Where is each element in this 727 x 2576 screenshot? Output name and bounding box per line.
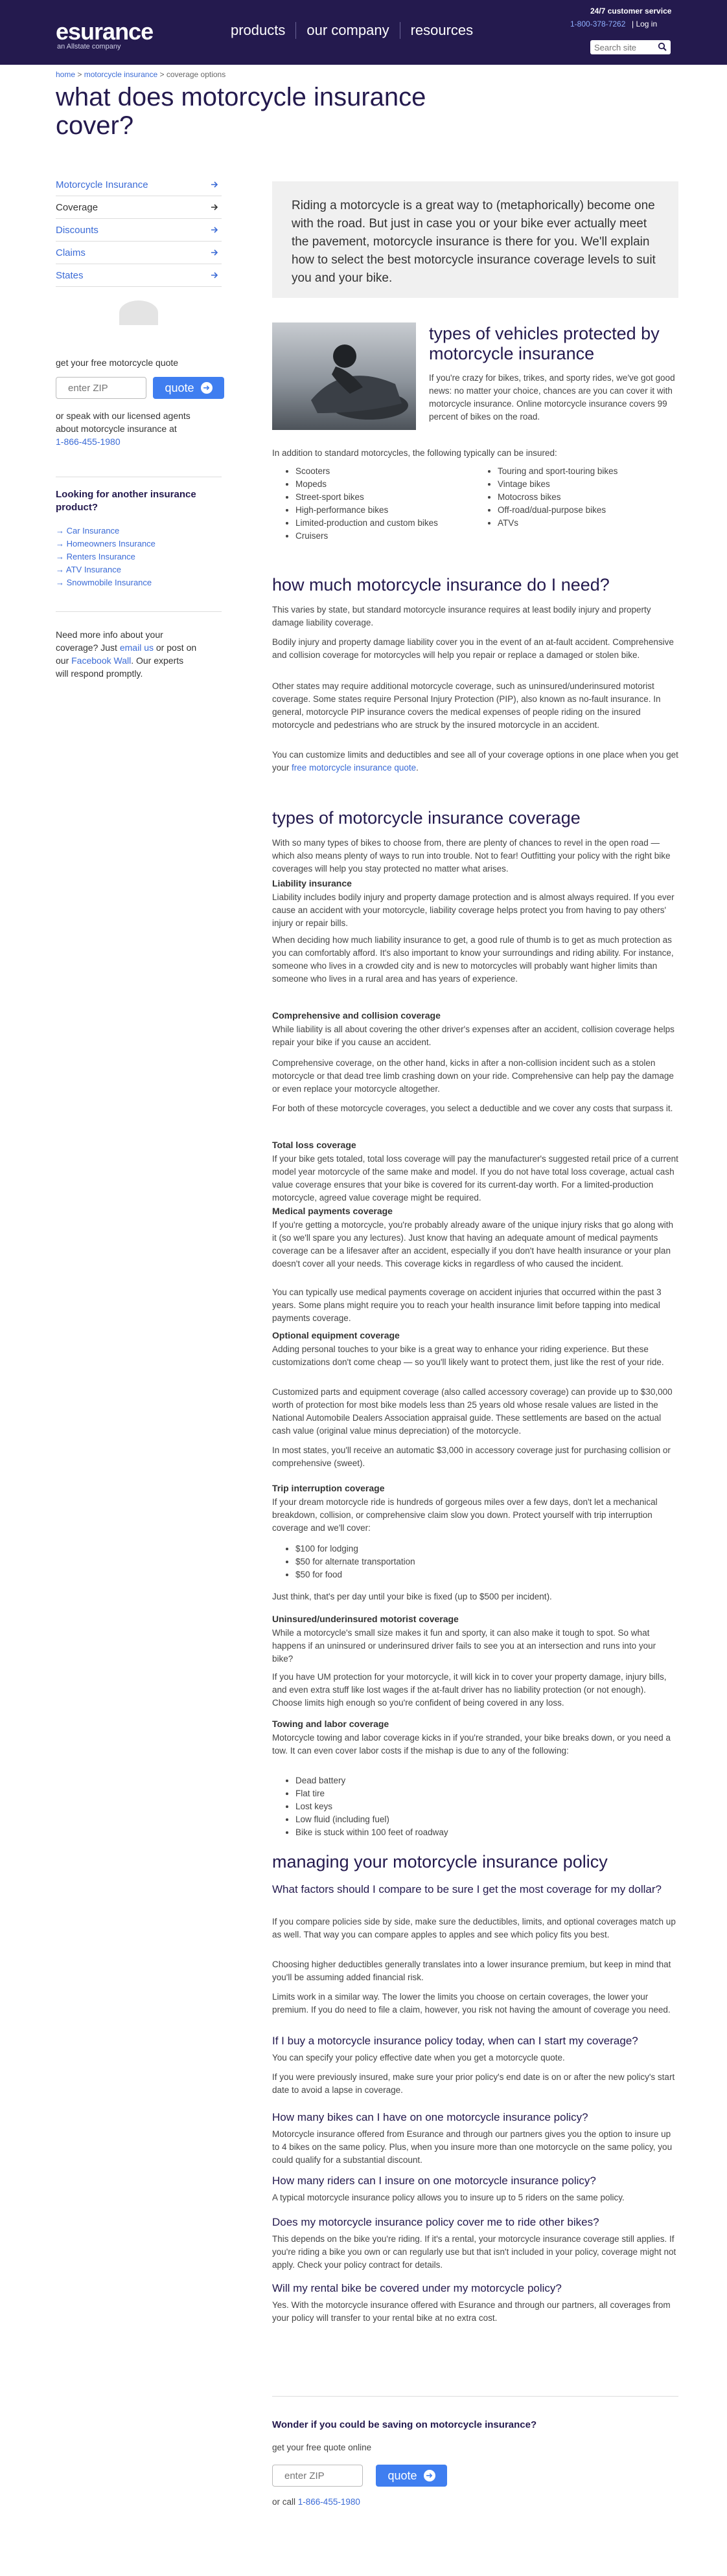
list-item: • Vintage bikes [498,478,686,491]
comp-p2: Comprehensive coverage, on the other hand, kicks in after a non-collision incident such as a stolen motorcycle or that dead tree limb crashing down on your ride. Comprehensive can help pay the damage or even replace your motorcycle altogether. [272,1058,674,1094]
towing-heading: Towing and labor coverage [272,1719,389,1729]
divider [272,2396,678,2397]
comp-p1: While liability is all about covering the other driver's expenses after an accident, collision coverage helps repair your bike if you cause an accident. [272,1024,675,1047]
arrow-right-icon: ➜ [201,382,213,394]
another-product-title: Looking for another insurance product? [56,489,196,513]
more-info-text: Need more info about your coverage? Just email us or post on our Facebook Wall. Our experts will respond promptly. [56,629,197,679]
esurance-logo[interactable]: esurance [56,18,154,45]
list-item: • Limited-production and custom bikes [295,517,490,530]
list-item: • Low fluid (including fuel) [295,1813,684,1826]
faq-q5-p: This depends on the bike you're riding. If it's a rental, your motorcycle insurance coverage still applies. If you're riding a bike you own or can regularly use but that isn't included in your policy, coverage might not apply. Check your policy contract for details. [272,2234,676,2270]
sidebar-item-label: States [56,269,84,281]
optional-p1: Adding personal touches to your bike is a great way to enhance your riding experience. But these customizations don't come cheap — so you'll likely want to protect them, just like the rest of your ride. [272,1344,664,1367]
liability-heading: Liability insurance [272,878,352,888]
medical-heading: Medical payments coverage [272,1206,393,1216]
motorcycle-icon [119,300,158,325]
list-item: • Mopeds [295,478,490,491]
vehicles-lead: In addition to standard motorcycles, the following typically can be insured: [272,448,557,458]
list-item: • Flat tire [295,1787,684,1800]
sidebar-item-label: Motorcycle Insurance [56,179,148,190]
list-item: • Scooters [295,465,490,478]
facebook-wall-link[interactable]: Facebook Wall [71,655,132,666]
liability-p1: Liability includes bodily injury and property damage protection and is almost always required. If you ever cause an accident with your motorcycle, liability coverage helps protect you from having to pay others' injury or repair bills. [272,892,675,928]
breadcrumb-section[interactable]: motorcycle insurance [84,70,158,79]
list-item: • ATVs [498,517,686,530]
zip-input[interactable] [56,377,146,399]
arrow-right-icon [210,271,219,280]
faq-q4-p: A typical motorcycle insurance policy allows you to insure up to 5 riders on the same policy. [272,2193,625,2202]
sidebar-quote-label: get your free motorcycle quote [56,357,179,368]
list-item: • $100 for lodging [295,1542,684,1555]
faq-q1-p1: If you compare policies side by side, make sure the deductibles, limits, and optional coverages match up as well. That way you can compare apples to apples and see which policy fits you best. [272,1917,676,1939]
agent-phone-link[interactable]: 1-866-455-1980 [56,436,121,447]
arrow-right-icon [210,225,219,234]
sidebar-item-label: Claims [56,247,86,258]
arrow-right-icon: ➜ [424,2470,435,2481]
list-item: • Lost keys [295,1800,684,1813]
sidebar-item-claims[interactable] [56,242,222,264]
breadcrumb [56,70,225,79]
total-loss-p: If your bike gets totaled, total loss coverage will pay the manufacturer's suggested retail price of a current model year motorcycle of the same make and model. If you do not have total loss coverage, actual cash value coverage ensures that your bike is covered for its current-day worth. For a limited-production motorcycle, agreed value coverage might be required. [272,1154,678,1203]
breadcrumb-home[interactable]: home [56,70,76,79]
sidebar-item-label: Discounts [56,224,98,236]
arrow-right-icon [210,248,219,257]
total-loss-heading: Total loss coverage [272,1140,356,1150]
list-item: • $50 for food [295,1568,684,1581]
intro-box: Riding a motorcycle is a great way to (metaphorically) become one with the road. But just in case you or your bike ever actually meet the pavement, motorcycle insurance is there for you. We'll explain how to select the best motorcycle insurance coverage levels to suit you and your bike. [272,181,678,298]
search-input[interactable] [590,40,658,54]
how-much-p2: Bodily injury and property damage liability cover you in the event of an at-fault accident. Comprehensive and collision coverage for motorcycles will help you repair or replace a damaged or stolen bike. [272,637,674,660]
sidebar-item-states[interactable] [56,264,222,287]
towing-p: Motorcycle towing and labor coverage kicks in if you're stranded, your bike breaks down, or you need a tow. It can even cover labor costs if the mishap is due to any of the following: [272,1733,671,1756]
arrow-right-icon [210,203,219,212]
faq-q1: What factors should I compare to be sure I get the most coverage for my dollar? [272,1883,662,1895]
faq-q6: Will my rental bike be covered under my motorcycle policy? [272,2282,562,2294]
list-item: • Off-road/dual-purpose bikes [498,504,686,517]
bottom-cta-sub: get your free quote online [272,2443,372,2452]
comp-heading: Comprehensive and collision coverage [272,1010,441,1021]
vehicles-text: If you're crazy for bikes, trikes, and sporty rides, we've got good news: no matter your choice, chances are you can cover it with motorcycle insurance. Online motorcycle insurance covers 99 percent of bikes on the road. [429,373,675,422]
how-much-p3: Other states may require additional motorcycle coverage, such as uninsured/underinsured motorist coverage. Some states require Personal Injury Protection (PIP), also known as no-fault insurance. In general, motorcycle PIP insurance covers the medical expenses of people riding on the insured motorcycle and pedestrians who are struck by the insured motorcycle in an accident. [272,681,661,730]
customer-service-label: 24/7 customer service [590,6,672,16]
vehicle-list-2 [487,465,686,530]
sidebar-item-discounts[interactable] [56,219,222,242]
faq-q2-p1: You can specify your policy effective date when you get a motorcycle quote. [272,2053,565,2062]
product-links [56,525,224,589]
faq-q1-p2: Choosing higher deductibles generally translates into a lower insurance premium, but keep in mind that you'll be assuming added financial risk. [272,1960,671,1982]
rider-illustration-icon [272,322,416,430]
product-link-homeowners[interactable]: → Homeowners Insurance [56,539,156,548]
trip-list [285,1542,684,1581]
vehicle-list-1 [285,465,490,543]
quote-button[interactable] [153,377,224,399]
bottom-cta-title: Wonder if you could be saving on motorcycle insurance? [272,2419,537,2430]
faq-q4: How many riders can I insure on one motorcycle insurance policy? [272,2175,596,2187]
nav-products[interactable]: products [231,22,286,38]
search-icon[interactable] [658,42,667,51]
medical-p2: You can typically use medical payments coverage on accident injuries that occurred within the past 3 years. Some plans might require you to reach your health insurance limit before tapping into medical payments coverage. [272,1287,662,1323]
nav-resources[interactable]: resources [400,22,484,39]
list-item: • Bike is stuck within 100 feet of roadway [295,1826,684,1839]
trip-heading: Trip interruption coverage [272,1483,385,1493]
main-nav [231,22,483,39]
faq-q1-p3: Limits work in a similar way. The lower the limits you choose on certain coverages, the lower your premium. If you do need to file a claim, however, you risk not having the amount of coverage you need. [272,1992,671,2015]
types-heading: types of motorcycle insurance coverage [272,808,581,828]
login-link[interactable]: | Log in [632,19,658,28]
logo-tagline: an Allstate company [57,43,121,51]
breadcrumb-sep: > [159,70,165,79]
medical-p1: If you're getting a motorcycle, you're probably already aware of the unique injury risks that go along with it (so we'll spare you any lectures). Just know that having an adequate amount of medical payments coverage can be a lifesaver after an accident, especially if you don't have health insurance or your plan doesn't cover all your needs. This coverage kicks in regardless of who caused the incident. [272,1220,673,1269]
um-p1: While a motorcycle's small size makes it fun and sporty, it can also make it tough to spot. So what happens if an uninsured or underinsured driver fails to see you at an intersection and runs into your bike? [272,1628,656,1664]
bottom-call-text: or call 1-866-455-1980 [272,2497,360,2507]
list-item: • High-performance bikes [295,504,490,517]
optional-p3: In most states, you'll receive an automatic $3,000 in accessory coverage just for purchasing collision or comprehensive (sweet). [272,1445,671,1468]
email-us-link[interactable]: email us [119,642,154,653]
customer-service-phone[interactable]: 1-800-378-7262 [570,19,626,28]
faq-q5: Does my motorcycle insurance policy cover me to ride other bikes? [272,2216,599,2228]
faq-q6-p: Yes. With the motorcycle insurance offered with Esurance and through our partners, all coverages from your policy will transfer to your rental bike at no extra cost. [272,2300,671,2323]
list-item: • Touring and sport-touring bikes [498,465,686,478]
optional-heading: Optional equipment coverage [272,1330,400,1340]
liability-p2: When deciding how much liability insurance to get, a good rule of thumb is to get as much protection as you can comfortably afford. It's also important to know your surroundings and riding ability. For instance, someone who lives in a crowded city and is new to motorcycles will probably want higher limits than someone who lives in a rural area and has years of experience. [272,935,674,984]
um-p2: If you have UM protection for your motorcycle, it will kick in to cover your property damage, injury bills, and even extra stuff like lost wages if the at-fault driver has no liability protection (or not enough). Choose limits high enough so you're confident of being covered in any loss. [272,1672,667,1708]
product-link-snowmobile[interactable]: → Snowmobile Insurance [56,578,152,587]
list-item: • $50 for alternate transportation [295,1555,684,1568]
product-link-renters[interactable]: → Renters Insurance [56,552,135,561]
optional-p2: Customized parts and equipment coverage (also called accessory coverage) can provide up to $30,000 worth of protection for most bike models less than 25 years old whose resale values are listed in the National Automobile Dealers Association appraisal guide. These settlements are based on the actual cash value (original value minus depreciation) of the motorcycle. [272,1387,673,1436]
list-item: • Motocross bikes [498,491,686,504]
comp-p3: For both of these motorcycle coverages, you select a deductible and we cover any costs that surpass it. [272,1103,673,1113]
sidebar-item-motorcycle-insurance[interactable] [56,174,222,196]
vehicles-heading: types of vehicles protected by motorcycle insurance [429,324,660,363]
faq-q3-p: Motorcycle insurance offered from Esurance and through our partners gives you the option to insure up to 4 bikes on the same policy. Plus, when you insure more than one motorcycle on the same policy, you could qualify for a substantial discount. [272,2129,673,2165]
page-title: what does motorcycle insurance cover? [56,83,426,140]
bottom-phone-link[interactable]: 1-866-455-1980 [297,2497,360,2507]
product-link-car[interactable]: → Car Insurance [56,526,120,536]
um-heading: Uninsured/underinsured motorist coverage [272,1614,459,1624]
sidebar-item-coverage[interactable] [56,196,222,219]
motorcycle-hero-image [272,322,416,430]
list-item: • Dead battery [295,1774,684,1787]
list-item: • Street-sport bikes [295,491,490,504]
faq-q2-p2: If you were previously insured, make sure your prior policy's end date is on or after the new policy's start date to avoid a lapse in coverage. [272,2072,675,2095]
divider [56,611,222,612]
bottom-zip-input[interactable] [272,2465,363,2487]
arrow-right-icon [210,180,219,189]
types-intro: With so many types of bikes to choose from, there are plenty of chances to revel in the open road — which also means plenty of ways to run into trouble. Not to fear! Outfitting your policy with the right bike coverages will help you stay protected no matter what arises. [272,838,671,874]
sidebar-nav [56,174,222,287]
sidebar-agent-text [56,409,211,448]
quote-button-label: quote [387,2469,417,2482]
bottom-quote-button[interactable] [376,2465,447,2487]
list-item: • Cruisers [295,530,490,543]
breadcrumb-current: coverage options [166,70,226,79]
breadcrumb-sep: > [77,70,82,79]
trip-p1: If your dream motorcycle ride is hundreds of gorgeous miles over a few days, don't let a mechanical breakdown, collision, or comprehensive claim slow you down. Protect yourself with trip interruption coverage and we'll cover: [272,1497,658,1533]
how-much-p1: This varies by state, but standard motorcycle insurance requires at least bodily injury and property damage liability coverage. [272,605,651,627]
towing-list [285,1774,684,1839]
sidebar-item-label: Coverage [56,201,98,213]
how-much-p4: You can customize limits and deductibles and see all of your coverage options in one place when you get your free motorcycle insurance quote. [272,750,678,773]
top-header [0,0,727,65]
trip-p2: Just think, that's per day until your bike is fixed (up to $500 per incident). [272,1592,552,1601]
product-link-atv[interactable]: → ATV Insurance [56,565,121,574]
faq-q2: If I buy a motorcycle insurance policy today, when can I start my coverage? [272,2035,638,2047]
faq-q3: How many bikes can I have on one motorcycle insurance policy? [272,2111,588,2123]
quote-button-label: quote [165,381,194,394]
nav-our-company[interactable]: our company [295,22,399,39]
free-quote-link[interactable]: free motorcycle insurance quote [292,763,417,773]
site-search [590,40,671,54]
speak-text: or speak with our licensed agents about motorcycle insurance at [56,411,190,434]
how-much-heading: how much motorcycle insurance do I need? [272,575,610,594]
managing-heading: managing your motorcycle insurance policy [272,1852,608,1871]
